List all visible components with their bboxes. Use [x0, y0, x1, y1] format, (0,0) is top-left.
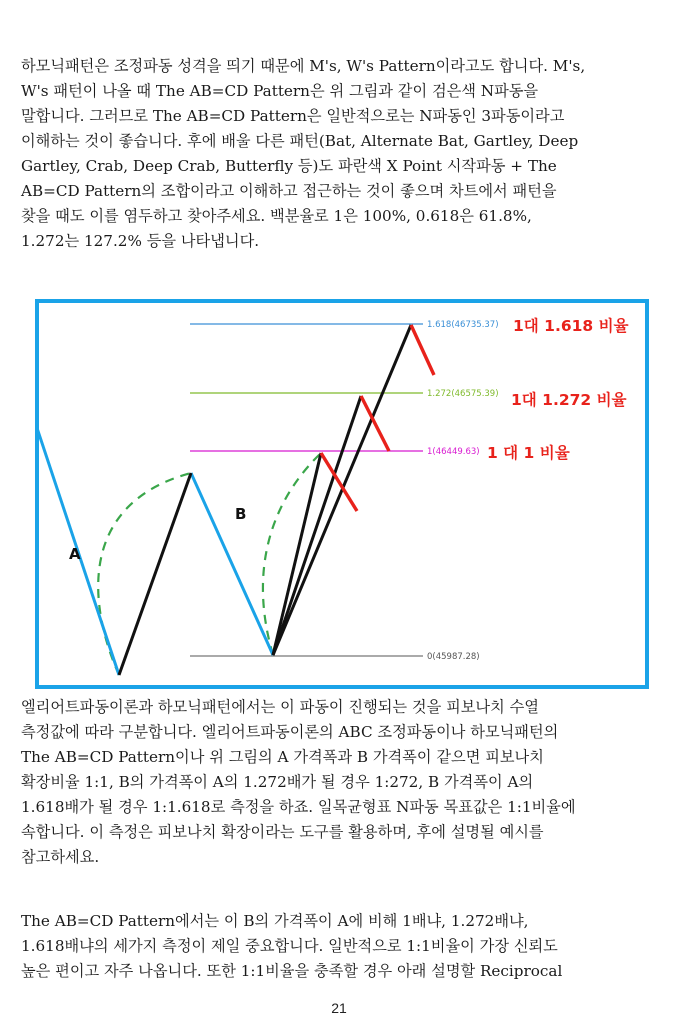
page-number: 21: [331, 1000, 347, 1016]
text-line: Gartley, Crab, Deep Crab, Butterfly 등)도 파란색 X Point 시작파동 + The: [21, 157, 557, 175]
level-label-1: 1(46449.63): [427, 447, 480, 457]
abcd-pattern-figure: [35, 299, 649, 689]
intro-paragraph: [21, 54, 661, 254]
wave-a-line: [119, 473, 191, 675]
level-label-0: 0(45987.28): [427, 652, 480, 662]
measurement-paragraph: [21, 695, 661, 870]
text-line: 1.272는 127.2% 등을 나타냅니다.: [21, 232, 260, 250]
text-line: 말합니다. 그러므로 The AB=CD Pattern은 일반적으로는 N파동인 3파동이라고: [21, 107, 565, 125]
text-line: 엘리어트파동이론과 하모닉패턴에서는 이 파동이 진행되는 것을 피보나치 수열: [21, 698, 539, 716]
reversal-1618: [411, 325, 434, 375]
text-line: 하모닉패턴은 조정파동 성격을 띄기 때문에 M's, W's Pattern이라고도 합니다. M's,: [21, 57, 586, 75]
text-line: 확장비율 1:1, B의 가격폭이 A의 1.272배가 될 경우 1:272, B 가격폭이 A의: [21, 773, 534, 791]
level-label-1272: 1.272(46575.39): [427, 389, 499, 399]
text-line: 참고하세요.: [21, 848, 100, 866]
text-line: 이해하는 것이 좋습니다. 후에 배울 다른 패턴(Bat, Alternate Bat, Gartley, Deep: [21, 132, 579, 150]
summary-paragraph: [21, 909, 661, 984]
text-line: 1.618배가 될 경우 1:1.618로 측정을 하죠. 일목균형표 N파동 목표값은 1:1비율에: [21, 798, 576, 816]
wave-a-arc: [98, 473, 191, 675]
text-line: 1.618배냐의 세가지 측정이 제일 중요합니다. 일반적으로 1:1비율이 가장 신뢰도: [21, 937, 558, 955]
wave-label-a: A: [69, 545, 81, 563]
text-line: The AB=CD Pattern이나 위 그림의 A 가격폭과 B 가격폭이 같으면 피보나치: [21, 748, 544, 766]
figure-drawing: [39, 303, 645, 685]
ratio-label-1: 1 대 1 비율: [487, 444, 570, 462]
ab-correction-wave: [191, 473, 273, 655]
text-line: 측정값에 따라 구분합니다. 엘리어트파동이론의 ABC 조정파동이나 하모닉패턴의: [21, 723, 559, 741]
wave-label-b: B: [235, 505, 247, 523]
text-line: The AB=CD Pattern에서는 이 B의 가격폭이 A에 비해 1배냐, 1.272배냐,: [21, 912, 529, 930]
ratio-label-1272: 1대 1.272 비율: [511, 391, 627, 409]
ratio-label-1618: 1대 1.618 비율: [513, 317, 629, 335]
text-line: 속합니다. 이 측정은 피보나치 확장이라는 도구를 활용하며, 후에 설명될 예시를: [21, 823, 544, 841]
level-label-1618: 1.618(46735.37): [427, 320, 499, 330]
reversal-1272: [361, 396, 389, 451]
text-line: 찾을 때도 이를 염두하고 찾아주세요. 백분율로 1은 100%, 0.618은 61.8%,: [21, 207, 532, 225]
wave-b-to-1272: [273, 396, 361, 655]
text-line: W's 패턴이 나올 때 The AB=CD Pattern은 위 그림과 같이 검은색 N파동을: [21, 82, 539, 100]
text-line: 높은 편이고 자주 나옵니다. 또한 1:1비율을 충족할 경우 아래 설명할 Reciprocal: [21, 962, 563, 980]
text-line: AB=CD Pattern의 조합이라고 이해하고 접근하는 것이 좋으며 차트에서 패턴을: [21, 182, 557, 200]
